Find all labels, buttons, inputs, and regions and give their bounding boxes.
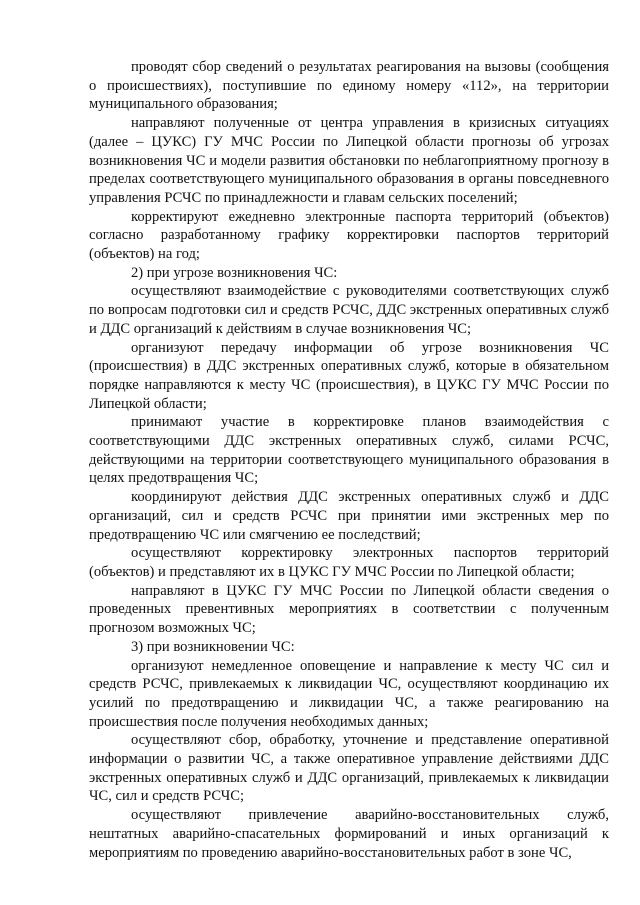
paragraph-service-interaction: осуществляют взаимодействие с руководителями соответствующих служб по вопросам подготовки сил и средств РСЧС, ДДС экстренных оперативных служб и ДДС организаций к действиям в случае возникновения ЧС;	[89, 283, 609, 337]
paragraph-recovery-services: осуществляют привлечение аварийно-восстановительных служб, нештатных аварийно-спасательных формирований и иных организаций к мероприятиям по проведению аварийно-восстановительных работ в зоне ЧС,	[89, 807, 609, 861]
section-heading-threat: 2) при угрозе возникновения ЧС:	[131, 264, 338, 281]
paragraph-incident-reports: проводят сбор сведений о результатах реагирования на вызовы (сообщения о происшествиях), поступившие по единому номеру «112», на территории муниципального образования;	[89, 59, 609, 113]
paragraph-alerting: организуют немедленное оповещение и направление к месту ЧС сил и средств РСЧС, привлекаемых к ликвидации ЧС, осуществляют координацию их усилий по предотвращению и ликвидации ЧС, а также реагированию на происшествия после получения необходимых данных;	[89, 657, 609, 730]
paragraph-operational-information: осуществляют сбор, обработку, уточнение и представление оперативной информации о развитии ЧС, а также оперативное управление действиями ДДС экстренных оперативных служб и ДДС организаций, привлекаемых к ликвидации ЧС, сил и средств РСЧС;	[89, 732, 609, 805]
paragraph-passport-submission: осуществляют корректировку электронных паспортов территорий (объектов) и представляют их в ЦУКС ГУ МЧС России по Липецкой области;	[89, 545, 609, 580]
paragraph-preventive-measures: направляют в ЦУКС ГУ МЧС России по Липецкой области сведения о проведенных превентивных мероприятиях в соответствии с полученным прогнозом возможных ЧС;	[89, 582, 609, 637]
paragraph-forecast-distribution: направляют полученные от центра управления в кризисных ситуациях (далее – ЦУКС) ГУ МЧС России по Липецкой области прогнозы об угрозах возникновения ЧС и модели развития обстановки по неблагоприятному прогнозу в пределах соответствующего муниципального образования в органы повседневного управления РСЧС по принадлежности и главам сельских поселений;	[89, 115, 609, 206]
paragraph-coordination: координируют действия ДДС экстренных оперативных служб и ДДС организаций, сил и средств РСЧС при принятии ими экстренных мер по предотвращению ЧС или смягчению ее последствий;	[89, 489, 609, 543]
paragraph-passport-correction: корректируют ежедневно электронные паспорта территорий (объектов) согласно разработанному графику корректировки паспортов территорий (объектов) на год;	[89, 208, 609, 263]
section-heading-occurrence: 3) при возникновении ЧС:	[131, 638, 295, 655]
paragraph-plan-correction: принимают участие в корректировке планов взаимодействия с соответствующими ДДС экстренных оперативных служб, силами РСЧС, действующими на территории соответствующего муниципального образования в целях предотвращения ЧС;	[89, 414, 609, 487]
paragraph-threat-information: организуют передачу информации об угрозе возникновения ЧС (происшествия) в ДДС экстренных оперативных служб, которые в обязательном порядке направляются к месту ЧС (происшествия), в ЦУКС ГУ МЧС России по Липецкой области;	[89, 339, 609, 412]
document-page	[89, 58, 609, 862]
